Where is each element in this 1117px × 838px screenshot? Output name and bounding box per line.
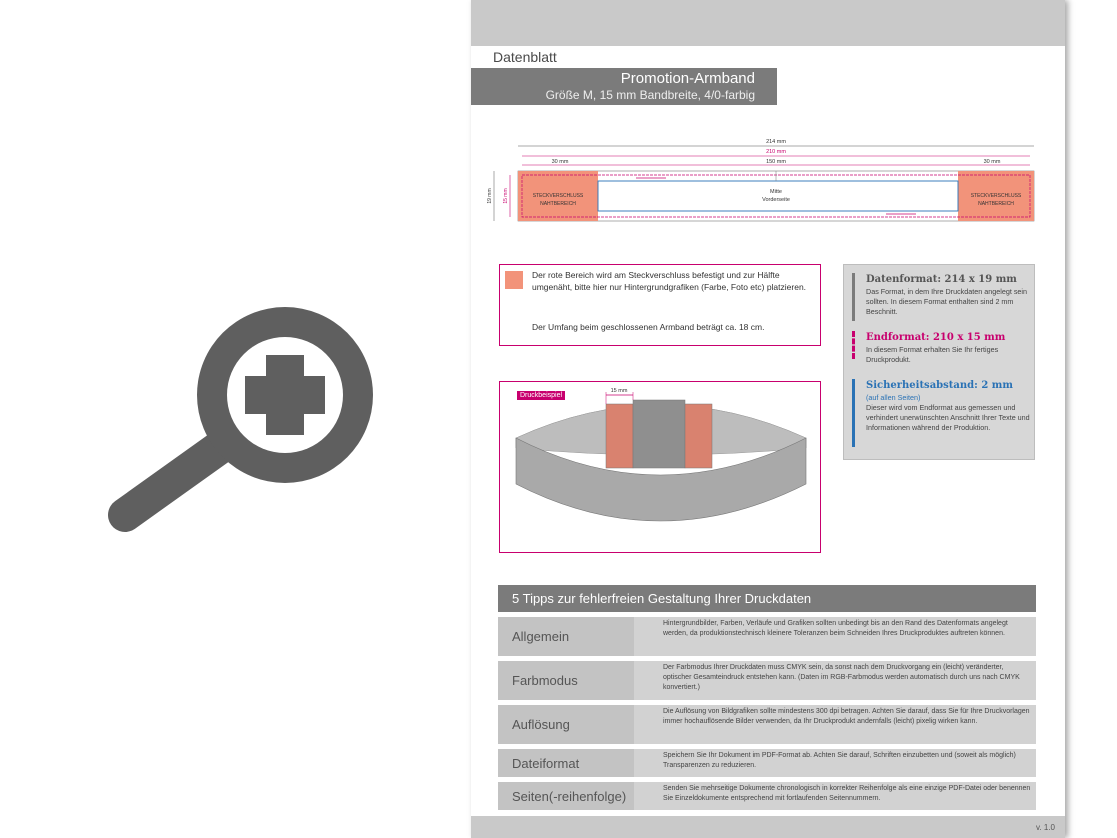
- tip-label: Allgemein: [498, 617, 634, 656]
- datenformat-bar: [852, 273, 855, 321]
- dim-right-label: 30 mm: [983, 159, 1001, 165]
- endformat-text: In diesem Format erhalten Sie Ihr fertiges Druckprodukt.: [866, 345, 999, 364]
- closure-color-swatch: [505, 271, 523, 289]
- band-closure-right: [685, 404, 712, 468]
- circumference-info-text: Der Umfang beim geschlossenen Armband beträgt ca. 18 cm.: [532, 322, 765, 332]
- center-label-2: Vorderseite: [762, 197, 790, 203]
- tip-label: Farbmodus: [498, 661, 634, 700]
- print-example-box: [499, 381, 821, 553]
- tip-label: Dateiformat: [498, 749, 634, 777]
- print-example-dim-label: 15 mm: [610, 388, 628, 394]
- datasheet-tab-label: Datenblatt: [471, 46, 591, 68]
- tip-label: Seiten(-reihenfolge): [498, 782, 634, 810]
- product-title: Promotion-Armband: [620, 70, 755, 87]
- tip-text: Senden Sie mehrseitige Dokumente chronologisch in korrekter Reihenfolge als eine einzige PDF-Datei oder benennen Sie Einzeldokumente entsprechend mit fortlaufenden Seitennummern.: [663, 785, 1031, 802]
- dim-middle-label: 150 mm: [766, 159, 786, 165]
- center-label-1: Mitte: [770, 189, 782, 195]
- tip-row: [498, 661, 1036, 700]
- band-closure-center: [633, 400, 685, 468]
- tip-text: Hintergrundbilder, Farben, Verläufe und Grafiken sollten unbedingt bis an den Rand des Datenformats angelegt werden, da produktionstechnisch kleinere Toleranzen beim Schneiden Ihres Druckproduktes auftreten können.: [663, 620, 1008, 637]
- tip-text: Der Farbmodus Ihrer Druckdaten muss CMYK sein, da sonst nach dem Druckvorgang ein (leicht) veränderter, optischer Gesamteindruck entstehen kann. (Daten im RGB-Farbmodus werden automatisch durch uns nach CMYK konvertiert.): [663, 664, 1020, 691]
- closure-info-text: Der rote Bereich wird am Steckverschluss befestigt und zur Hälfte umgenäht, bitte hier nur Hintergrundgrafiken (Farbe, Foto etc) platzieren.: [532, 270, 807, 292]
- product-subtitle: Größe M, 15 mm Bandbreite, 4/0-farbig: [545, 88, 755, 102]
- format-legend: [843, 264, 1035, 460]
- tips-section: [498, 585, 1036, 810]
- height-outer-label: 19 mm: [487, 188, 493, 204]
- closure-label-left-2: NAHTBEREICH: [540, 201, 576, 207]
- bottom-band: [471, 816, 1065, 838]
- top-band: [471, 0, 1065, 46]
- tip-row: [498, 749, 1036, 777]
- legend-datenformat: [852, 273, 1032, 317]
- endformat-title: Endformat: 210 x 15 mm: [866, 332, 1006, 343]
- tip-row: [498, 705, 1036, 744]
- endformat-bar: [852, 331, 855, 359]
- height-inner-label: 15 mm: [503, 188, 509, 204]
- datasheet-page: [471, 0, 1065, 838]
- dim-endformat-label: 210 mm: [766, 149, 786, 155]
- legend-sicherheitsabstand: [852, 379, 1032, 433]
- band-closure-left: [606, 404, 633, 468]
- tip-row: [498, 782, 1036, 810]
- tips-title: 5 Tipps zur fehlerfreien Gestaltung Ihrer Druckdaten: [498, 585, 1036, 612]
- sicherheit-text: Dieser wird vom Endformat aus gemessen und verhindert unerwünschten Anschnitt Ihrer Texte und Informationen während der Produktion.: [866, 403, 1030, 432]
- dim-total-label: 214 mm: [766, 139, 786, 145]
- dim-left-label: 30 mm: [551, 159, 569, 165]
- wristband-format-diagram: [486, 133, 1046, 233]
- print-example-tag: Druckbeispiel: [517, 391, 565, 400]
- sicherheit-title: Sicherheitsabstand: 2 mm: [866, 380, 1013, 391]
- title-bar: [471, 68, 777, 105]
- sicherheit-bar: [852, 379, 855, 447]
- datenformat-text: Das Format, in dem Ihre Druckdaten angelegt sein sollten. In diesem Format enthalten sind 2 mm Beschnitt.: [866, 287, 1027, 316]
- tip-label: Auflösung: [498, 705, 634, 744]
- version-label: v. 1.0: [1036, 823, 1055, 832]
- closure-label-left-1: STECKVERSCHLUSS: [532, 193, 584, 199]
- closure-label-right-2: NAHTBEREICH: [978, 201, 1014, 207]
- legend-endformat: [852, 331, 1032, 365]
- tip-text: Speichern Sie Ihr Dokument im PDF-Format ab. Achten Sie darauf, Schriften einzubetten und (soweit als möglich) Transparenzen zu reduzieren.: [663, 752, 1016, 769]
- closure-label-right-1: STECKVERSCHLUSS: [970, 193, 1022, 199]
- datenformat-title: Datenformat: 214 x 19 mm: [866, 274, 1017, 285]
- tip-row: [498, 617, 1036, 656]
- sicherheit-subtitle: (auf allen Seiten): [866, 393, 921, 402]
- zoom-in-magnifier-icon[interactable]: [100, 285, 440, 555]
- tip-text: Die Auflösung von Bildgrafiken sollte mindestens 300 dpi betragen. Achten Sie darauf, dass Sie für Ihre Druckvorlagen immer hochauflösende Bilder verwenden, da Ihr Druckprodukt andernfalls (leicht) pixelig wirken kann.: [663, 708, 1030, 725]
- closure-info-box: [499, 264, 821, 346]
